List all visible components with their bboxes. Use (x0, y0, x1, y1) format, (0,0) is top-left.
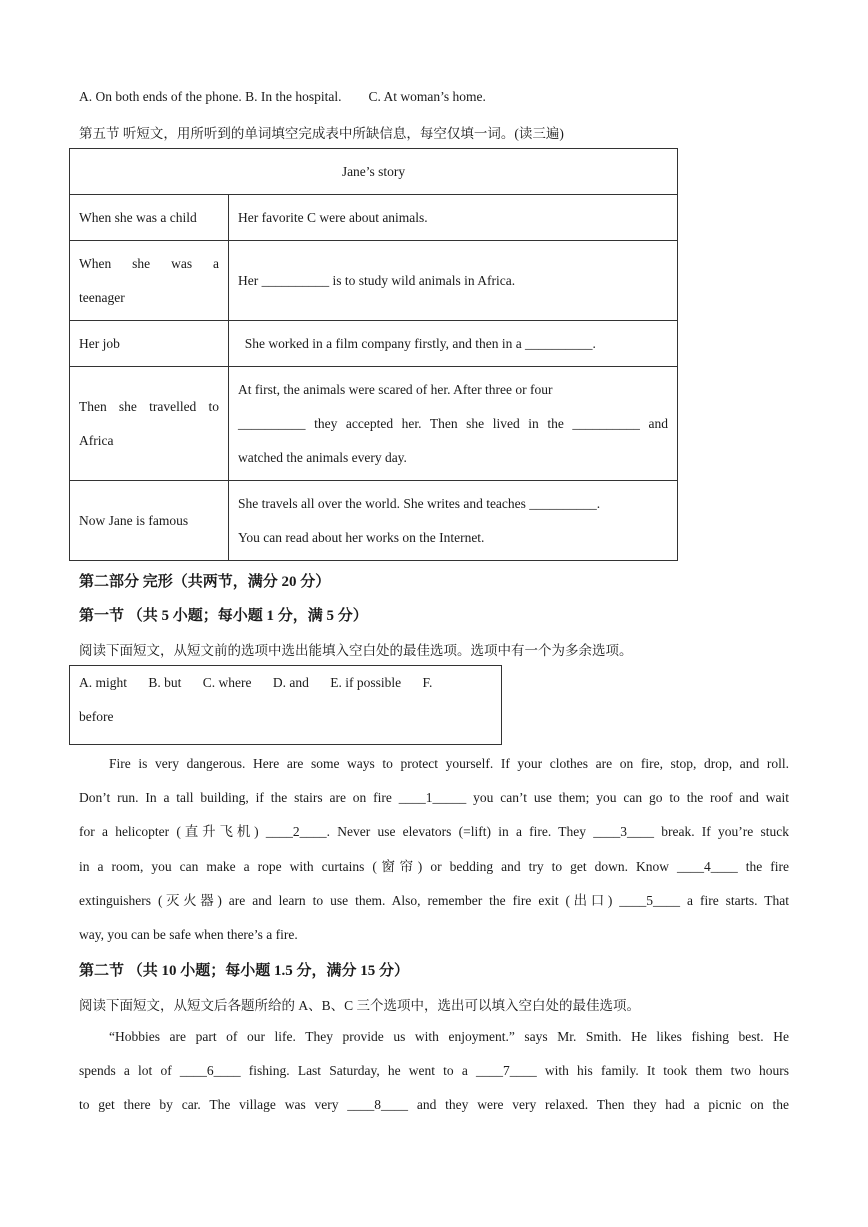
passage-line: spends a lot of ____6____ fishing. Last Saturday, he went to a ____7____ with his family. It took them two hours (79, 1063, 789, 1079)
option-e: E. if possible (330, 675, 402, 690)
cloze-passage-1 (79, 747, 789, 952)
section5-instruction: 第五节 听短文，用所听到的单词填空完成表中所缺信息，每空仅填一词。(读三遍) (79, 126, 564, 141)
section2-instruction: 阅读下面短文，从短文后各题所给的 A、B、C 三个选项中，选出可以填入空白处的最佳选项。 (79, 998, 641, 1013)
option-c: C. where (202, 675, 252, 690)
janes-story-table (69, 148, 678, 561)
table-title: Jane’s story (70, 149, 678, 195)
table-row-content: Her favorite C were about animals. (229, 195, 678, 241)
passage-line: in a room, you can make a rope with curtains (窗帘) or bedding and try to get down. Know ____4____ the fire (79, 858, 789, 874)
section1-heading: 第一节 （共 5 小题；每小题 1 分，满 5 分） (79, 608, 368, 624)
section1-instruction: 阅读下面短文，从短文前的选项中选出能填入空白处的最佳选项。选项中有一个为多余选项。 (79, 643, 633, 658)
part2-heading: 第二部分 完形（共两节，满分 20 分） (79, 574, 331, 590)
passage-line: “Hobbies are part of our life. They provide us with enjoyment.” says Mr. Smith. He likes fishing best. He (109, 1029, 789, 1044)
table-row-content: Her __________ is to study wild animals in Africa. (229, 241, 678, 321)
option-f-continued: before (79, 709, 114, 724)
options-box (69, 665, 502, 745)
option-d: D. and (272, 675, 309, 690)
section2-heading: 第二节 （共 10 小题；每小题 1.5 分，满分 15 分） (79, 963, 410, 979)
table-row-content: At first, the animals were scared of her. After three or four __________ they accepted her. Then she lived in the __________ and watched the animals every day. (229, 367, 678, 481)
option-f: F. (422, 675, 433, 690)
passage-line: extinguishers (灭火器) are and learn to use them. Also, remember the fire exit (出口) ____5____ a fire starts. That (79, 892, 789, 908)
passage-line: to get there by car. The village was very ____8____ and they were very relaxed. Then they had a picnic on the (79, 1097, 789, 1113)
table-row-label: Now Jane is famous (70, 481, 229, 561)
passage-line: Fire is very dangerous. Here are some ways to protect yourself. If your clothes are on fire, stop, drop, and roll. (109, 756, 789, 771)
table-row-content: She worked in a film company firstly, and then in a __________. (229, 321, 678, 367)
passage-line: way, you can be safe when there’s a fire. (79, 927, 298, 943)
option-b: B. but (148, 675, 182, 690)
table-row-content: She travels all over the world. She writes and teaches __________. You can read about her works on the Internet. (229, 481, 678, 561)
table-row-label: Her job (70, 321, 229, 367)
table-row-label: When she was a teenager (70, 241, 229, 321)
passage-line: for a helicopter (直升飞机) ____2____. Never use elevators (=lift) in a fire. They ____3____ break. If you’re stuck (79, 824, 789, 840)
answer-options-line: A. On both ends of the phone. B. In the hospital. C. At woman’s home. (79, 89, 486, 104)
cloze-passage-2 (79, 1020, 789, 1123)
table-row-label: When she was a child (70, 195, 229, 241)
table-row-label: Then she travelled to Africa (70, 367, 229, 481)
passage-line: Don’t run. In a tall building, if the stairs are on fire ____1_____ you can’t use them; you can go to the roof and wait (79, 790, 789, 806)
option-a: A. might (79, 675, 128, 690)
